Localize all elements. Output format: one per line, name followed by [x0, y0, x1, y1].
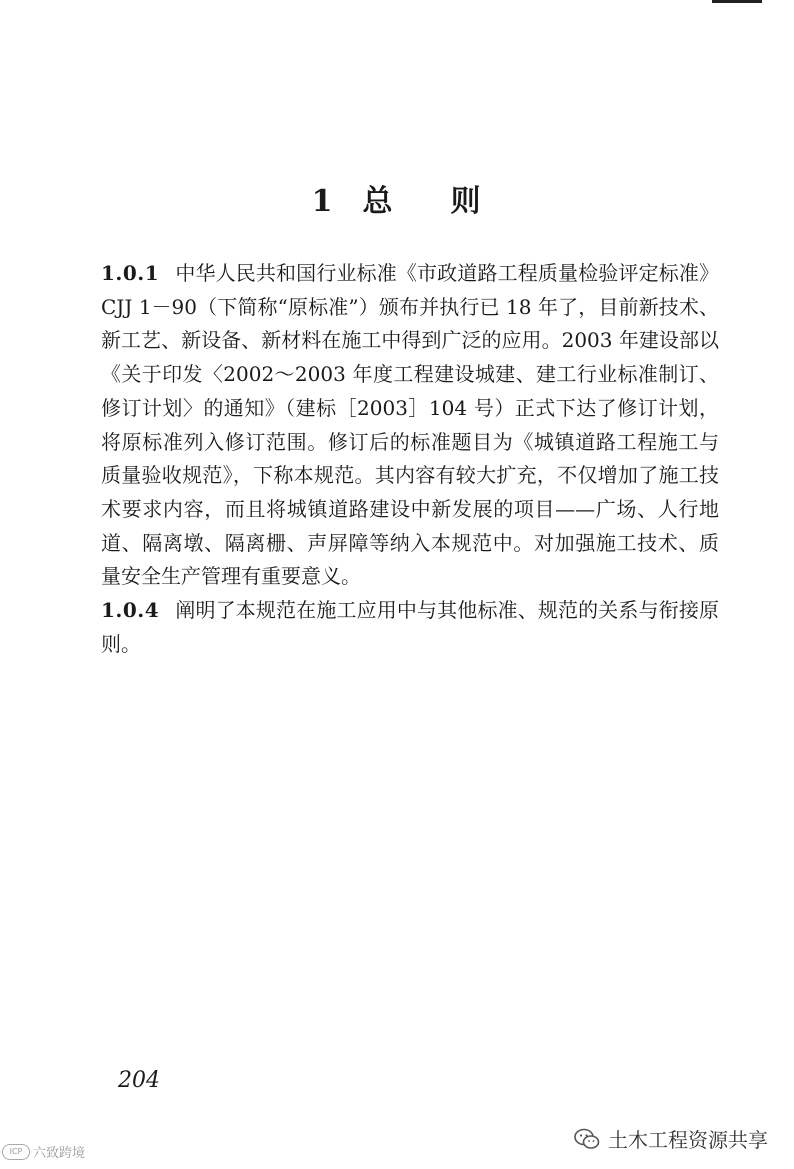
- page-number: 204: [118, 1068, 160, 1093]
- clause-text: 阐明了本规范在施工应用中与其他标准、规范的关系与衔接原则。: [101, 598, 719, 656]
- watermark-right-text: 土木工程资源共享: [608, 1128, 768, 1152]
- clause-text: 中华人民共和国行业标准《市政道路工程质量检验评定标准》CJJ 1－90（下简称“原标准”）颁布并执行已 18 年了，目前新技术、新工艺、新设备、新材料在施工中得到广泛的应用。2003 年建设部以《关于印发〈2002～2003 年度工程建设城建、建工行业标准制订、修订计划〉的通知》（建标［2003］104 号）正式下达了修订计划，将原标准列入修订范围。修订后的标准题目为《城镇道路工程施工与质量验收规范》，下称本规范。其内容有较大扩充，不仅增加了施工技术要求内容，而且将城镇道路建设中新发展的项目——广场、人行地道、隔离墩、隔离栅、声屏障等纳入本规范中。对加强施工技术、质量安全生产管理有重要意义。: [101, 261, 719, 589]
- wechat-icon: [574, 1128, 600, 1150]
- watermark-left-text: 六致跨境: [33, 1146, 86, 1161]
- clause-list: [101, 257, 719, 661]
- watermark-logo-icon: ICP: [2, 1144, 30, 1160]
- clause-1-0-1: [101, 257, 719, 594]
- chapter-title-part1: 总: [362, 184, 395, 219]
- top-rule: [712, 0, 762, 3]
- clause-number: 1.0.1: [101, 261, 160, 285]
- watermark-left: [2, 1142, 85, 1161]
- watermark-right: [574, 1124, 768, 1153]
- chapter-title-part2: 则: [450, 184, 483, 219]
- clause-1-0-4: [101, 594, 719, 661]
- chapter-number: 1: [311, 184, 335, 219]
- chapter-title: [0, 176, 794, 220]
- clause-number: 1.0.4: [101, 598, 160, 623]
